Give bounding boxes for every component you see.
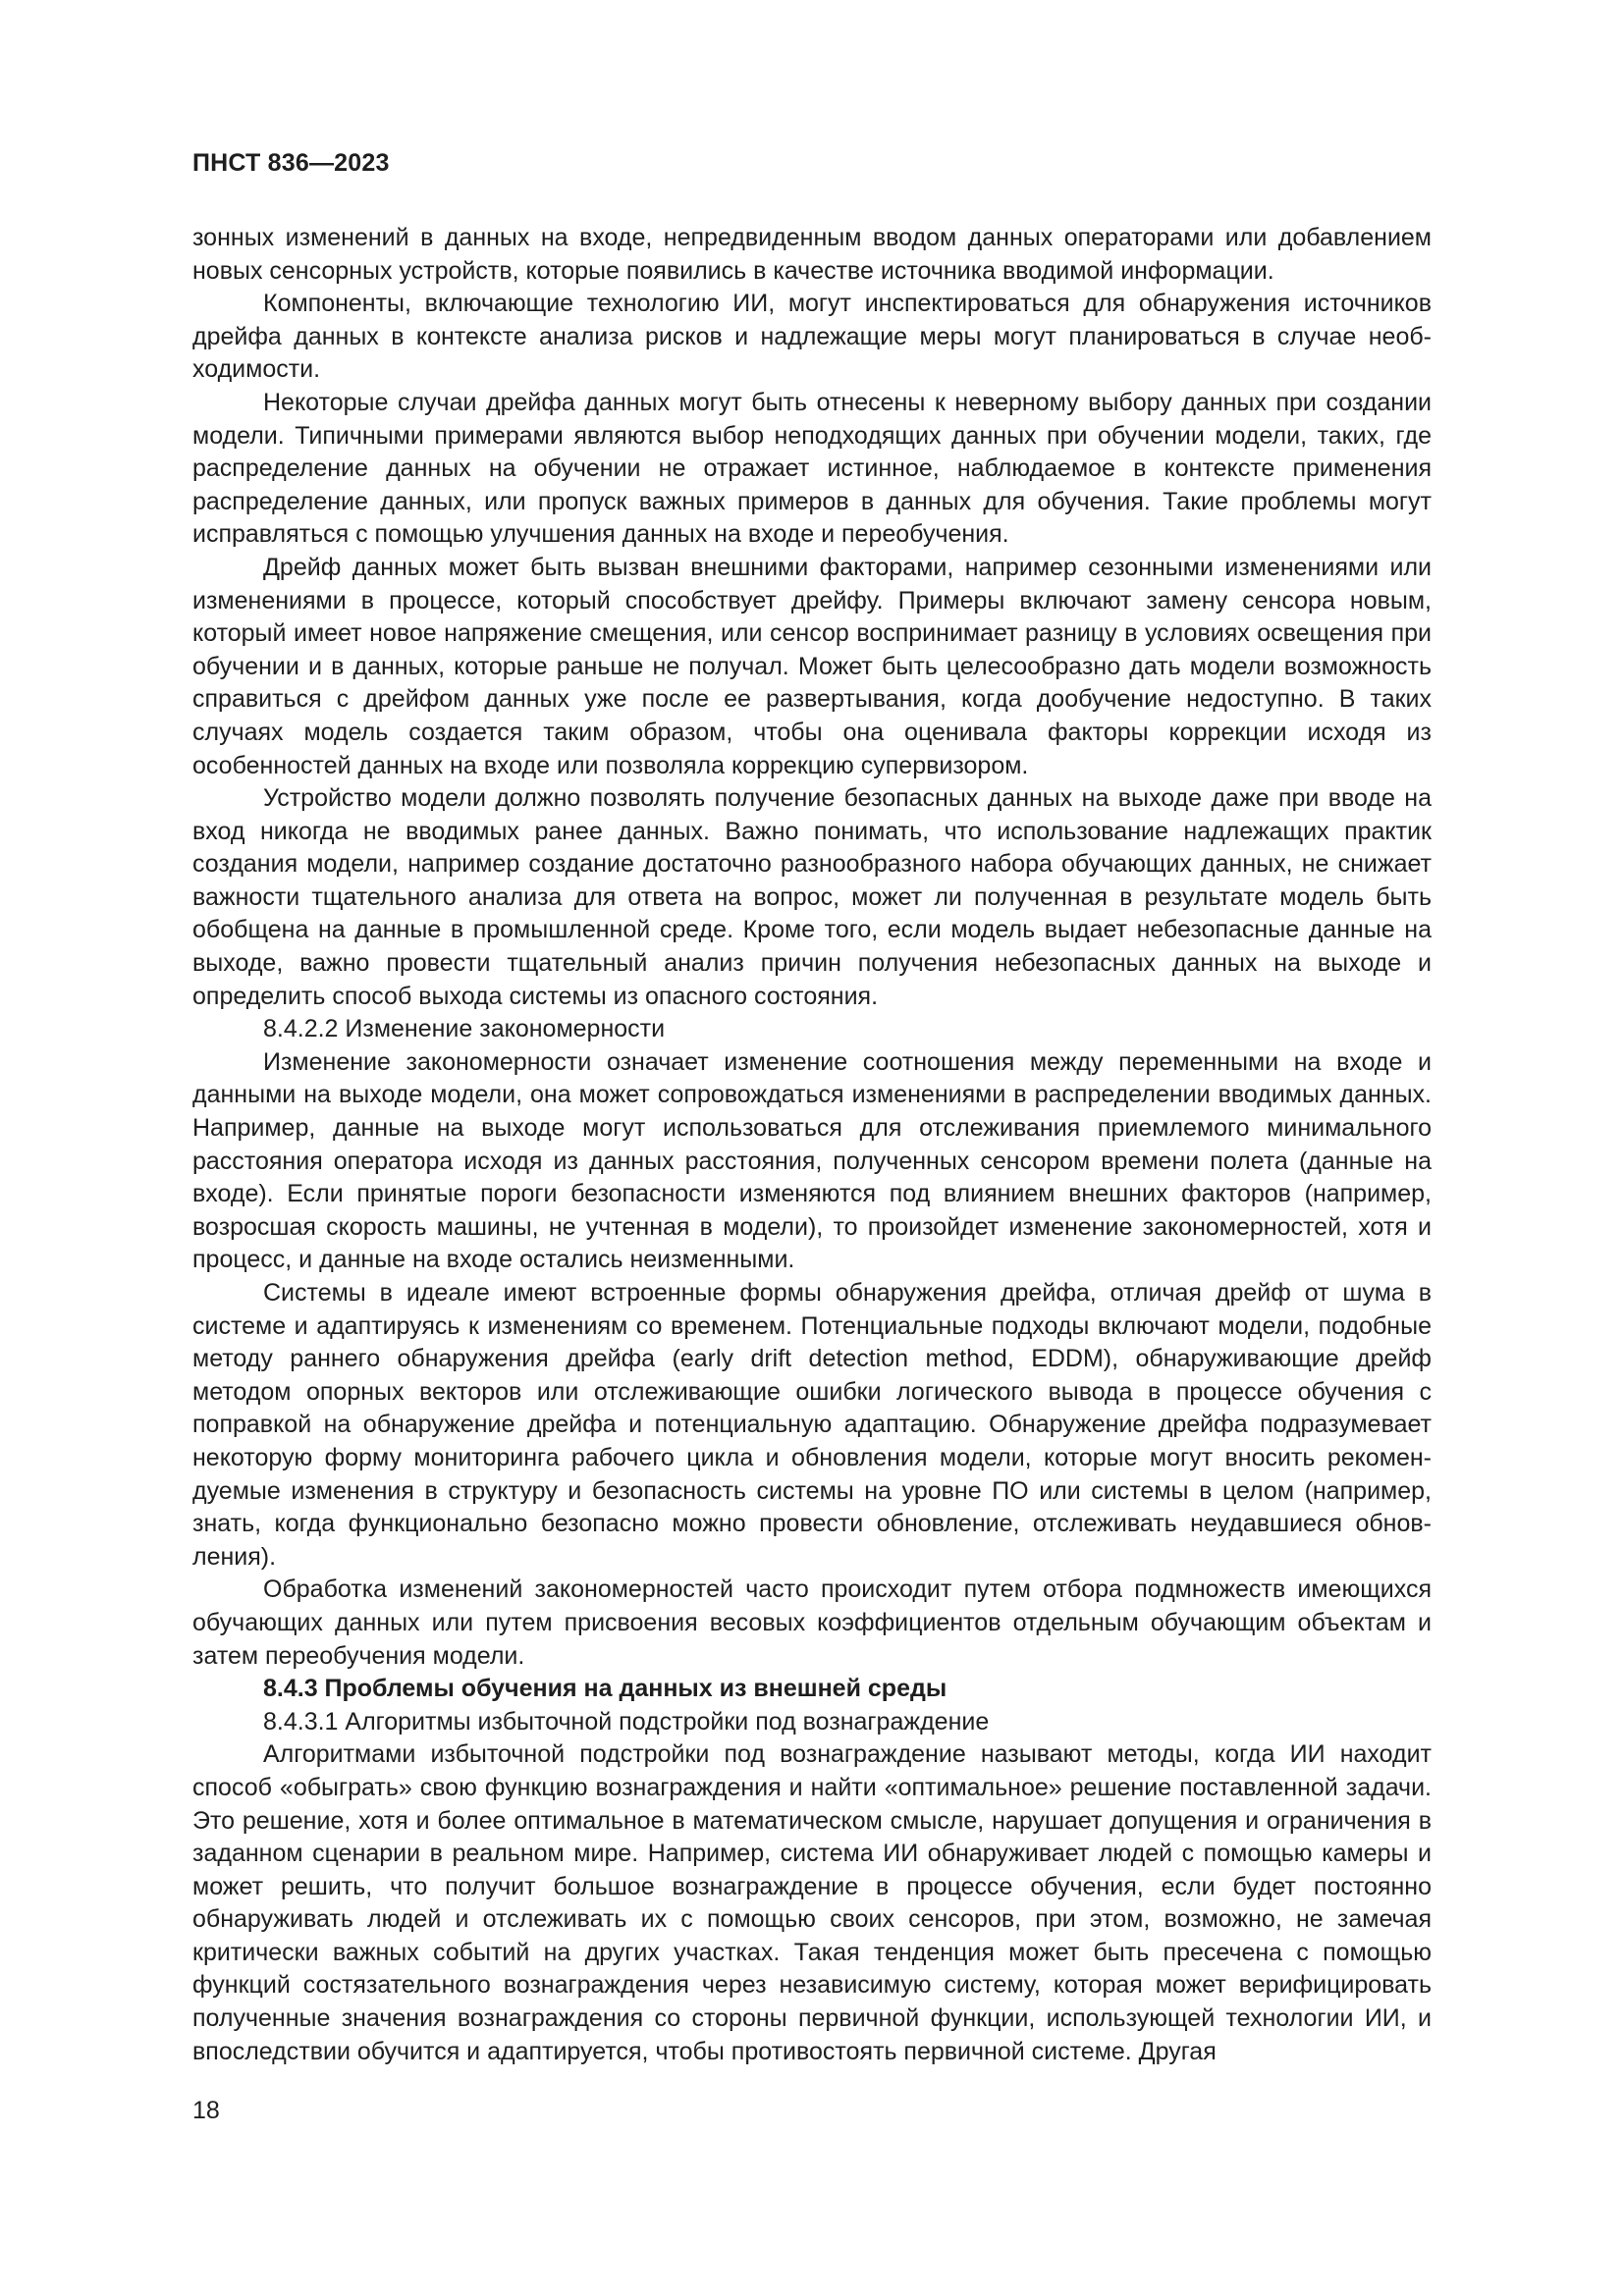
paragraph: Дрейф данных может быть вызван внешними факторами, например сезонными изменениями или изменениями в процессе, который способствует дрейфу. Примеры включают замену сенсора новым, который имеет новое напряжение смещения, или сенсор воспринимает разницу в условиях освещения при обучении и в данных, которые раньше не получал. Может быть целесообразно дать модели возможность справиться с дрейфом данных уже после ее развертывания, когда дообучение недоступно. В таких случаях модель создается таким образом, чтобы она оценивала факторы коррекции исходя из особенностей данных на входе или позволяла коррекцию супервизором. <box>192 553 1432 779</box>
subsection-heading: 8.4.3.1 Алгоритмы избыточной подстройки под вознаграждение <box>263 1707 990 1735</box>
paragraph: Системы в идеале имеют встроенные формы обнаружения дрейфа, отличая дрейф от шума в системе и адаптируясь к изменениям со временем. Потенциальные подходы включают модели, подобные методу раннего обнаружения дрейфа (early drift detection method, EDDM), обнаруживающие дрейф методом опорных векторов или отслеживающие ошибки логического вывода в процессе обучения с поправкой на обнаружение дрейфа и потенциальную адаптацию. Обнаружение дрейфа подразумевает некоторую форму мониторинга рабочего цикла и обновления модели, которые могут вносить рекомендуемые изменения в структуру и безопасность системы на уровне ПО или системы в целом (например, знать, когда функционально безопасно можно провести обновление, отслеживать неудавшиеся обновления). <box>192 1279 1432 1571</box>
paragraph-continuation: зонных изменений в данных на входе, непредвиденным вводом данных операторами или добавлением новых сенсорных устройств, которые появились в качестве источника вводимой информации. <box>192 224 1432 285</box>
page-number: 18 <box>192 2097 220 2124</box>
paragraph: Обработка изменений закономерностей часто происходит путем отбора подмножеств имеющихся обучающих данных или путем присвоения весовых коэффициентов отдельным обучающим объектам и затем переобучения модели. <box>192 1575 1432 1670</box>
paragraph: Изменение закономерности означает изменение соотношения между переменными на входе и данными на выходе модели, она может сопровождаться изменениями в распределении вводимых данных. Например, данные на выходе могут использоваться для отслеживания приемлемого минимального расстояния оператора исходя из данных расстояния, полученных сенсором времени полета (данные на входе). Если принятые пороги безопасности изменяются под влиянием внешних факторов (например, возросшая скорость машины, не учтенная в модели), то произойдет изменение закономерностей, хотя и процесс, и данные на входе остались неизменными. <box>192 1047 1432 1274</box>
section-heading: 8.4.3 Проблемы обучения на данных из внешней среды <box>263 1675 947 1703</box>
document-body <box>192 222 1432 2068</box>
paragraph: Некоторые случаи дрейфа данных могут быть отнесены к неверному выбору данных при создании модели. Типичными примерами являются выбор неподходящих данных при обучении модели, таких, где распределение данных на обучении не отражает истинное, наблюдаемое в контексте применения распределение данных, или пропуск важных примеров в данных для обучения. Такие проблемы могут исправляться с помощью улучшения данных на входе и переобучения. <box>192 388 1432 549</box>
subsection-heading: 8.4.2.2 Изменение закономерности <box>263 1015 666 1043</box>
paragraph: Алгоритмами избыточной подстройки под вознаграждение называют методы, когда ИИ находит способ «обыграть» свою функцию вознаграждения и найти «оптимальное» решение поставленной задачи. Это решение, хотя и более оптимальное в математическом смысле, нарушает допущения и ограничения в заданном сценарии в реальном мире. Например, система ИИ обнаруживает людей с помощью камеры и может решить, что получит большое вознаграждение в процессе обучения, если будет постоянно обнаруживать людей и отслеживать их с помощью своих сенсоров, при этом, возможно, не замечая критически важных событий на других участках. Такая тенденция может быть пресечена с помощью функций состязательного вознаграждения через независимую систему, которая может верифицировать полученные значения вознаграждения со стороны первичной функции, использующей технологии ИИ, и впоследствии обучится и адаптируется, чтобы противостоять первичной системе. Другая <box>192 1740 1432 2065</box>
paragraph: Устройство модели должно позволять получение безопасных данных на выходе даже при вводе на вход никогда не вводимых ранее данных. Важно понимать, что использование надлежащих практик создания модели, например создание достаточно разнообразного набора обучающих данных, не снижает важности тщательного анализа для ответа на вопрос, может ли полученная в результате модель быть обобщена на данные в промышленной среде. Кроме того, если модель выдает небезопасные данные на выходе, важно провести тщательный анализ причин получения небезопасных данных на выходе и определить способ выхода системы из опасного состояния. <box>192 784 1432 1010</box>
paragraph: Компоненты, включающие технологию ИИ, могут инспектироваться для обнаружения источников дрейфа данных в контексте анализа рисков и надлежащие меры могут планироваться в случае необходимости. <box>192 290 1432 384</box>
document-header: ПНСТ 836—2023 <box>192 149 390 177</box>
